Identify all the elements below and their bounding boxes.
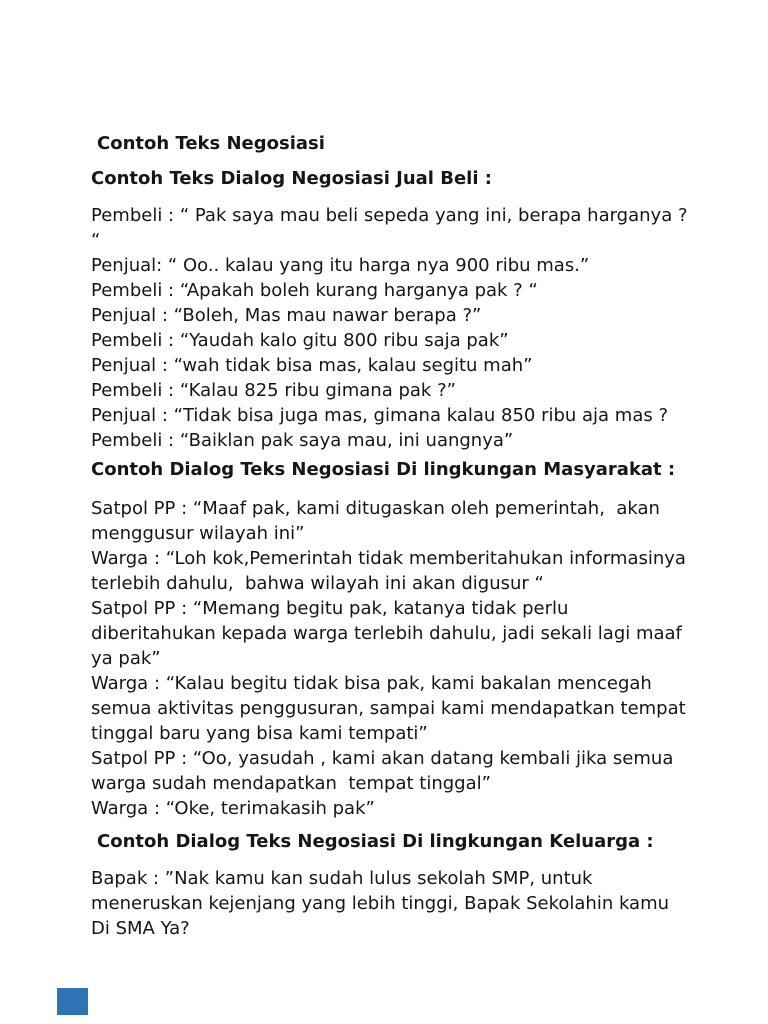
dialog-line: Pembeli : “Baiklan pak saya mau, ini uangnya” [91,430,514,451]
dialog-line: Penjual: “ Oo.. kalau yang itu harga nya 900 ribu mas.” [91,255,590,276]
section-heading-masyarakat: Contoh Dialog Teks Negosiasi Di lingkungan Masyarakat : [91,459,676,480]
dialog-line: meneruskan kejenjang yang lebih tinggi, Bapak Sekolahin kamu [91,893,670,914]
document-title: Contoh Teks Negosiasi [97,133,325,154]
dialog-line: “ [91,230,101,251]
dialog-block-keluarga [91,866,711,941]
dialog-line: terlebih dahulu, bahwa wilayah ini akan digusur “ [91,573,544,594]
dialog-line: Warga : “Loh kok,Pemerintah tidak memberitahukan informasinya [91,548,686,569]
section-heading-jual-beli: Contoh Teks Dialog Negosiasi Jual Beli : [91,168,492,189]
document-body [91,131,711,941]
dialog-line: Penjual : “Tidak bisa juga mas, gimana kalau 850 ribu aja mas ? [91,405,669,426]
page-corner-marker [57,988,88,1015]
section-jual-beli [91,166,711,453]
dialog-line: Bapak : ”Nak kamu kan sudah lulus sekolah SMP, untuk [91,868,593,889]
dialog-block-masyarakat [91,496,711,821]
dialog-line: ya pak” [91,648,161,669]
dialog-line: Pembeli : “ Pak saya mau beli sepeda yang ini, berapa harganya ? [91,205,688,226]
dialog-line: Satpol PP : “Maaf pak, kami ditugaskan oleh pemerintah, akan [91,498,660,519]
dialog-line: Warga : “Oke, terimakasih pak” [91,798,375,819]
dialog-block-jual-beli [91,203,711,453]
section-heading-keluarga: Contoh Dialog Teks Negosiasi Di lingkungan Keluarga : [97,831,654,852]
dialog-line: Pembeli : “Yaudah kalo gitu 800 ribu saja pak” [91,330,509,351]
section-keluarga [91,829,711,941]
dialog-line: diberitahukan kepada warga terlebih dahulu, jadi sekali lagi maaf [91,623,682,644]
dialog-line: Satpol PP : “Oo, yasudah , kami akan datang kembali jika semua [91,748,674,769]
dialog-line: Pembeli : “Kalau 825 ribu gimana pak ?” [91,380,456,401]
dialog-line: warga sudah mendapatkan tempat tinggal” [91,773,491,794]
dialog-line: Satpol PP : “Memang begitu pak, katanya tidak perlu [91,598,569,619]
dialog-line: tinggal baru yang bisa kami tempati” [91,723,428,744]
dialog-line: Penjual : “wah tidak bisa mas, kalau segitu mah” [91,355,533,376]
dialog-line: Di SMA Ya? [91,918,190,939]
dialog-line: Penjual : “Boleh, Mas mau nawar berapa ?” [91,305,482,326]
dialog-line: Warga : “Kalau begitu tidak bisa pak, kami bakalan mencegah [91,673,652,694]
section-masyarakat [91,457,711,821]
dialog-line: semua aktivitas penggusuran, sampai kami mendapatkan tempat [91,698,686,719]
dialog-line: menggusur wilayah ini” [91,523,305,544]
dialog-line: Pembeli : “Apakah boleh kurang harganya pak ? “ [91,280,538,301]
